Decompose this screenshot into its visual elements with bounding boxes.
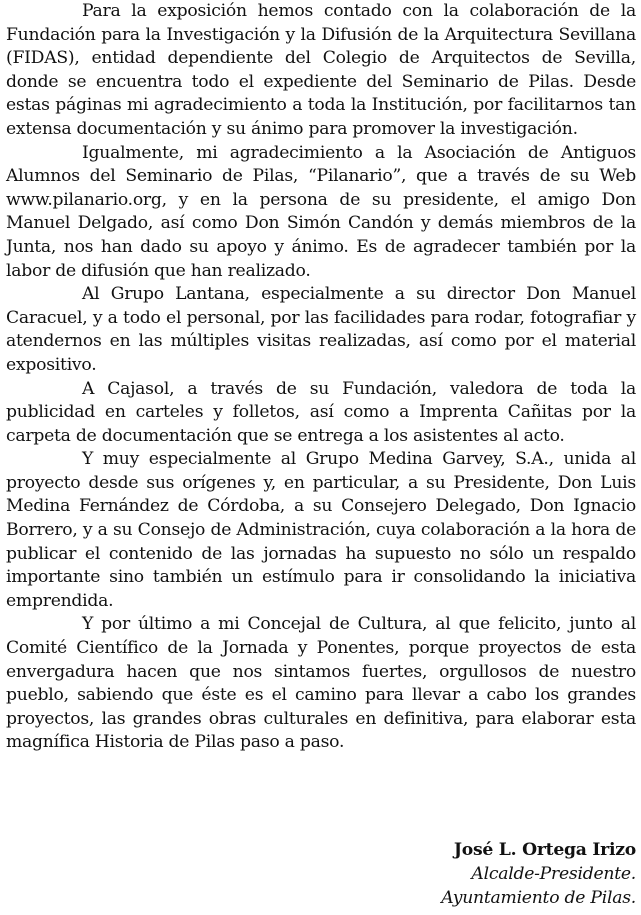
paragraph-pilanario: Igualmente, mi agradecimiento a la Asociación de Antiguos Alumnos del Seminario de Pilas, “Pilanario”, que a través de su Web www.pilanario.org, y en la persona de su presidente, el amigo Don Manuel Delgado, así como Don Simón Candón y demás miembros de la Junta, nos han dado su apoyo y ánimo. Es de agradecer también por la labor de difusión que han realizado. bbox=[6, 142, 636, 281]
signature-institution: Ayuntamiento de Pilas. bbox=[441, 888, 636, 908]
paragraph-fidas: Para la exposición hemos contado con la colaboración de la Fundación para la Investigación y la Difusión de la Arquitectura Sevillana (FIDAS), entidad dependiente del Colegio de Arquitectos de Sevilla, donde se encuentra todo el expediente del Seminario de Pilas. Desde estas páginas mi agradecimiento a toda la Institución, por facilitarnos tan extensa documentación y su ánimo para promover la investigación. bbox=[6, 1, 636, 139]
paragraph-cajasol: A Cajasol, a través de su Fundación, valedora de toda la publicidad en carteles y folletos, así como a Imprenta Cañitas por la carpeta de documentación que se entrega a los asistentes al acto. bbox=[6, 378, 636, 446]
paragraph-concejal: Y por último a mi Concejal de Cultura, al que felicito, junto al Comité Científico de la Jornada y Ponentes, porque proyectos de esta envergadura hacen que nos sintamos fuertes, orgullosos de nuestro pueblo, sabiendo que éste es el camino para llevar a cabo los grandes proyectos, las grandes obras culturales en definitiva, para elaborar esta magnífica Historia de Pilas paso a paso. bbox=[6, 614, 636, 753]
signature-name: José L. Ortega Irizo bbox=[453, 840, 636, 860]
signature-block bbox=[441, 838, 636, 910]
document-body bbox=[6, 0, 636, 755]
signature-role: Alcalde-Presidente. bbox=[471, 864, 636, 884]
paragraph-lantana: Al Grupo Lantana, especialmente a su director Don Manuel Caracuel, y a todo el personal, por las facilidades para rodar, fotografiar y atendernos en las múltiples visitas realizadas, así como por el material expositivo. bbox=[6, 284, 636, 375]
paragraph-medina-garvey: Y muy especialmente al Grupo Medina Garvey, S.A., unida al proyecto desde sus orígenes y, en particular, a su Presidente, Don Luis Medina Fernández de Córdoba, a su Consejero Delegado, Don Ignacio Borrero, y a su Consejo de Administración, cuya colaboración a la hora de publicar el contenido de las jornadas ha supuesto no sólo un respaldo importante sino también un estímulo para ir consolidando la iniciativa emprendida. bbox=[6, 449, 636, 611]
